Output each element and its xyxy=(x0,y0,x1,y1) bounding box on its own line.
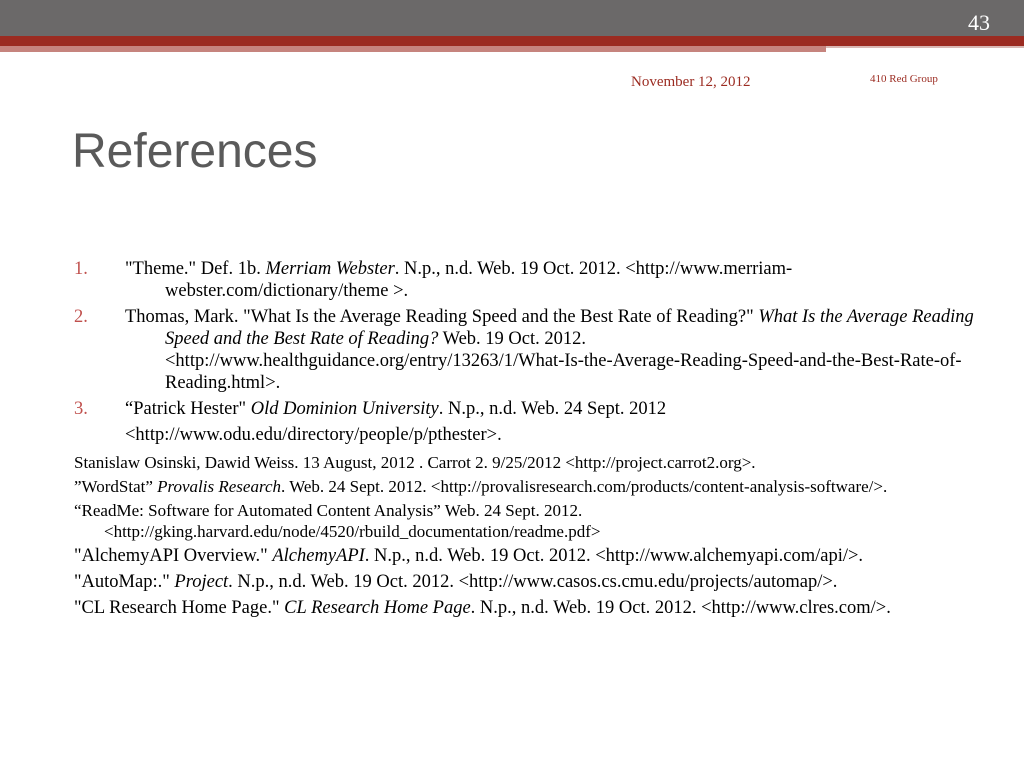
reference-number: 3. xyxy=(74,399,88,419)
group-name: 410 Red Group xyxy=(870,73,938,85)
slide-number: 43 xyxy=(968,10,990,35)
page-title: References xyxy=(72,125,318,178)
reference-item: Stanislaw Osinski, Dawid Weiss. 13 August, 2012 . Carrot 2. 9/25/2012 <http://project.carrot2.org>. xyxy=(74,453,756,472)
reference-item: 3. “Patrick Hester" Old Dominion University. N.p., n.d. Web. 24 Sept. 2012 <http://www.odu.edu/directory/people/p/pthester>. xyxy=(74,399,667,445)
reference-item: ”WordStat” Provalis Research. Web. 24 Sept. 2012. <http://provalisresearch.com/products/content-analysis-software/>. xyxy=(74,477,888,496)
reference-item: 2. Thomas, Mark. "What Is the Average Reading Speed and the Best Rate of Reading?" What Is the Average Reading Speed and the Best Rate of Reading? Web. 19 Oct. 2012. <http://www.healthguidance.org/entry/13263/1/What-Is-the-Average-Reading-Speed-and-the-Best-Rate-of-Reading.html>. xyxy=(74,307,974,393)
reference-item: 1. "Theme." Def. 1b. Merriam Webster. N.p., n.d. Web. 19 Oct. 2012. <http://www.merriam-webster.com/dictionary/theme >. xyxy=(74,259,793,301)
slide-date: November 12, 2012 xyxy=(631,74,751,90)
reference-number: 2. xyxy=(74,307,88,327)
reference-item: "CL Research Home Page." CL Research Home Page. N.p., n.d. Web. 19 Oct. 2012. <http://www.clres.com/>. xyxy=(74,598,891,618)
reference-item: “ReadMe: Software for Automated Content Analysis” Web. 24 Sept. 2012. <http://gking.harvard.edu/node/4520/rbuild_documentation/readme.pdf> xyxy=(74,501,601,541)
group-tab xyxy=(826,46,1024,73)
reference-item: "AlchemyAPI Overview." AlchemyAPI. N.p., n.d. Web. 19 Oct. 2012. <http://www.alchemyapi.com/api/>. xyxy=(74,546,864,566)
references-list xyxy=(74,258,974,623)
accent-stripe xyxy=(0,36,1024,46)
reference-number: 1. xyxy=(74,259,88,279)
top-bar xyxy=(0,0,1024,36)
reference-item: "AutoMap:." Project. N.p., n.d. Web. 19 Oct. 2012. <http://www.casos.cs.cmu.edu/projects/automap/>. xyxy=(74,572,838,592)
